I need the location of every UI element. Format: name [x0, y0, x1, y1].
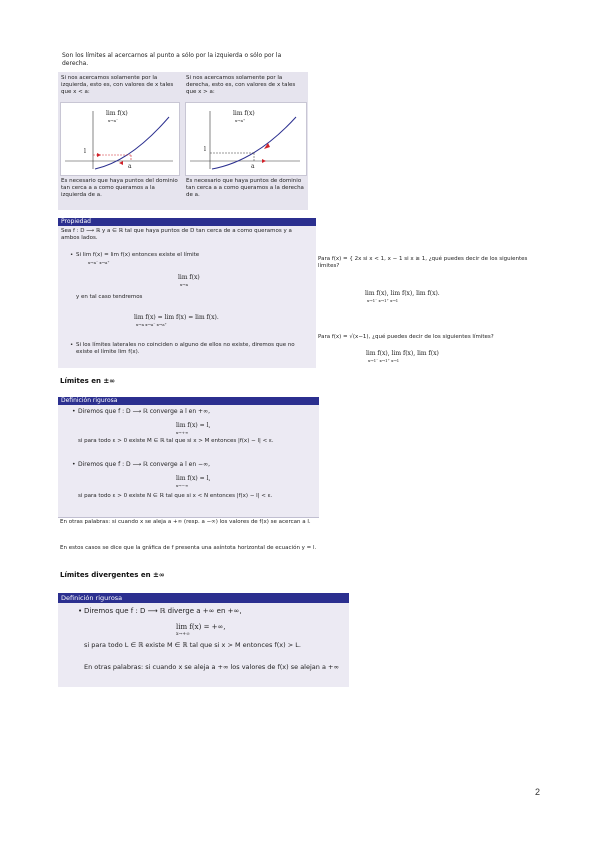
- def2-panel: [58, 603, 349, 687]
- def1-bullet1: • Diremos que f : D ⟶ ℝ converge a l en +∞,: [78, 408, 308, 416]
- propiedad-text2: y en tal caso tendremos: [76, 294, 143, 300]
- propiedad-formula1: lim f(x): [178, 274, 200, 281]
- propiedad-header: Propiedad: [58, 218, 316, 226]
- propiedad-bullet2: • Si los límites laterales no coinciden o alguno de ellos no existe, diremos que no existe el límite lim f(x).: [76, 342, 308, 356]
- def1-panel: [58, 405, 319, 517]
- exercise2-text: Para f(x) = √(x−1), ¿qué puedes decir de los siguientes límites?: [318, 334, 494, 340]
- right-panel-footer: Es necesario que haya puntos de dominio tan cerca a a como queramos a la derecha de a.: [186, 178, 304, 198]
- exercise2-limits-sub: x→1⁻ x→1⁺ x→1: [368, 358, 400, 363]
- propiedad-formula2: lim f(x) = lim f(x) = lim f(x).: [134, 314, 219, 321]
- section1-title: Límites en ±∞: [60, 377, 116, 385]
- propiedad-formula1-sub: x→a: [180, 282, 188, 287]
- def2-cond1: si para todo L ∈ ℝ existe M ∈ ℝ tal que si x > M entonces f(x) > L.: [84, 641, 301, 649]
- asymptote-text: En estos casos se dice que la gráfica de f presenta una asíntota horizontal de ecuación y = l.: [60, 545, 317, 551]
- right-panel-text: Si nos acercamos solamente por la derecha, esto es, con valores de x tales que x > a:: [186, 75, 296, 95]
- right-formula: lim f(x): [233, 110, 255, 117]
- left-label-a: a: [128, 163, 132, 170]
- propiedad-panel: [58, 226, 316, 368]
- right-label-l: l: [204, 146, 206, 153]
- def1-cond2: si para todo ε > 0 existe N ∈ ℝ tal que si x < N entonces |f(x) − l| < ε.: [78, 493, 273, 499]
- propiedad-text1: Sea f : D ⟶ ℝ y a ∈ ℝ tal que haya puntos de D tan cerca de a como queramos y a ambos lados.: [61, 228, 292, 241]
- exercise1-limits-sub: x→1⁻ x→1⁺ x→1: [367, 298, 399, 303]
- propiedad-bullet1-sub: x→a⁻ x→a⁺: [88, 260, 110, 265]
- page-number: 2: [535, 787, 541, 797]
- def2-bullet1: • Diremos que f : D ⟶ ℝ diverge a +∞ en +∞,: [84, 607, 334, 616]
- section2-title: Límites divergentes en ±∞: [60, 571, 165, 579]
- def1-formula2: lim f(x) = l,: [176, 475, 211, 482]
- propiedad-bullet1: • Si lim f(x) = lim f(x) entonces existe el límite: [76, 252, 306, 259]
- def1-formula1-sub: x→+∞: [176, 430, 189, 435]
- exercise2-limits: lim f(x), lim f(x), lim f(x): [366, 350, 439, 357]
- def2-cond2: En otras palabras: si cuando x se aleja a +∞ los valores de f(x) se alejan a +∞: [84, 663, 339, 671]
- propiedad-formula2-sub: x→a x→a⁻ x→a⁺: [136, 322, 167, 327]
- exercise1-limits: lim f(x), lim f(x), lim f(x).: [365, 290, 440, 297]
- def1-divider: [58, 517, 319, 518]
- lateral-limits-panel: [58, 72, 308, 210]
- def1-footer: En otras palabras: si cuando x se aleja a +∞ (resp. a −∞) los valores de f(x) se acercan a l.: [60, 519, 311, 525]
- left-label-l: l: [84, 148, 86, 155]
- def2-formula1-sub: x→+∞: [176, 632, 190, 637]
- left-formula-sub: x→a⁻: [108, 118, 119, 123]
- left-panel-text: Si nos acercamos solamente por la izquierda, esto es, con valores de x tales que x < a:: [61, 75, 174, 95]
- left-panel-footer: Es necesario que haya puntos del dominio tan cerca a a como queramos a la izquierda de a.: [61, 178, 178, 198]
- def2-header: Definición rigurosa: [58, 593, 349, 603]
- def1-header: Definición rigurosa: [58, 397, 319, 405]
- def1-formula1: lim f(x) = l,: [176, 422, 211, 429]
- def1-formula2-sub: x→−∞: [176, 483, 189, 488]
- def1-cond1: si para todo ε > 0 existe M ∈ ℝ tal que si x > M entonces |f(x) − l| < ε.: [78, 438, 274, 444]
- right-formula-sub: x→a⁺: [235, 118, 246, 123]
- left-formula: lim f(x): [106, 110, 128, 117]
- intro-text: Son los límites al acercarnos al punto a sólo por la izquierda o sólo por la derecha.: [62, 52, 282, 67]
- def1-bullet2: • Diremos que f : D ⟶ ℝ converge a l en −∞,: [78, 461, 308, 469]
- right-label-a: a: [251, 163, 255, 170]
- exercise1-text: Para f(x) = { 2x si x < 1, x − 1 si x ≥ 1, ¿qué puedes decir de los siguientes límites?: [318, 256, 528, 269]
- def2-formula1: lim f(x) = +∞,: [176, 623, 226, 631]
